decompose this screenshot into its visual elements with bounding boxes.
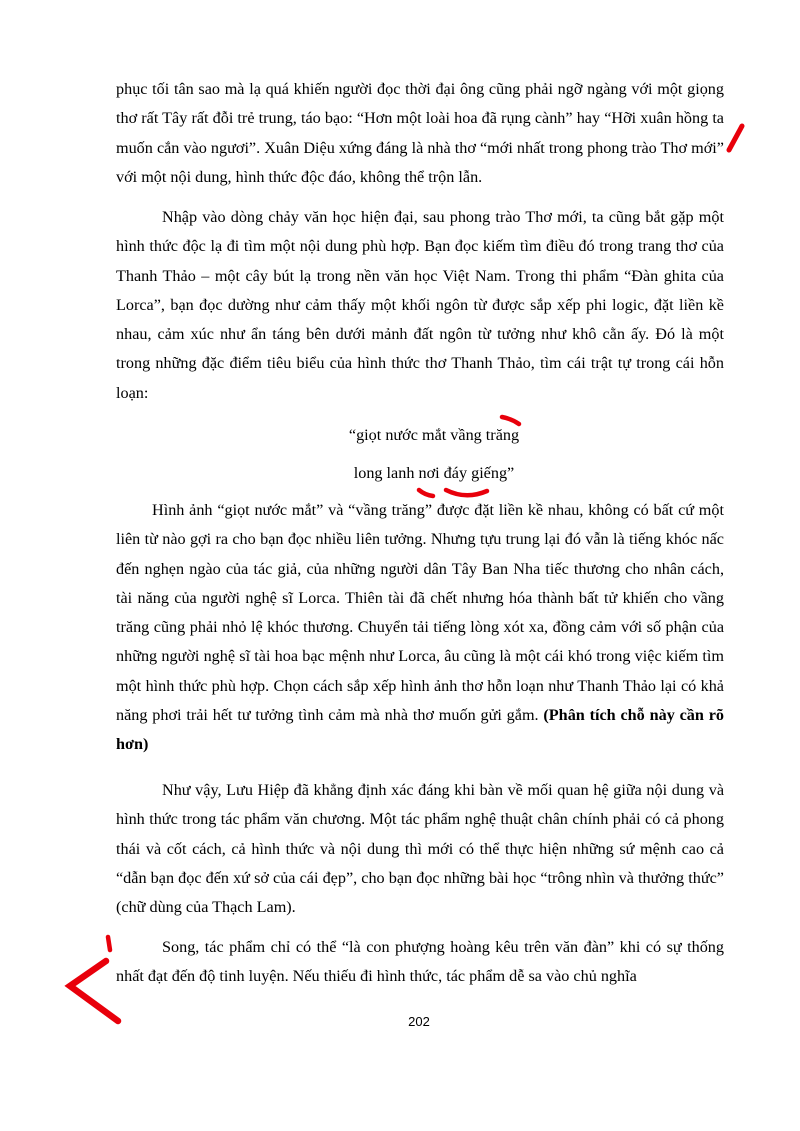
arc-correction-mark-right (446, 490, 487, 495)
reviewer-comment: (Phân tích chỗ này cần rõ hơn) (116, 706, 724, 754)
margin-tick-mark (108, 937, 110, 950)
paragraph-xuan-dieu: phục tối tân sao mà lạ quá khiến người đọc thời đại ông cũng phải ngỡ ngàng với một giọng thơ rất Tây rất đỗi trẻ trung, táo bạo: “Hơn một loài hoa đã rụng cành” hay “Hỡi xuân hồng ta muốn cắn vào ngươi”. Xuân Diệu xứng đáng là nhà thơ “mới nhất trong phong trào Thơ mới” với một nội dung, hình thức độc đáo, không thể trộn lẫn. (116, 80, 724, 186)
paragraph-phoenix: Song, tác phẩm chỉ có thể “là con phượng hoàng kêu trên văn đàn” khi có sự thống nhất đạt đến độ tinh luyện. Nếu thiếu đi hình thức, tác phẩm dễ sa vào chủ nghĩa (116, 938, 724, 986)
paragraph-luu-hiep: Như vậy, Lưu Hiệp đã khẳng định xác đáng khi bàn về mối quan hệ giữa nội dung và hình thức trong tác phẩm văn chương. Một tác phẩm nghệ thuật chân chính phải có cả phong thái và cốt cách, cả hình thức và nội dung thì mới có thể thực hiện những sứ mệnh cao cả “dẫn bạn đọc đến xứ sở của cái đẹp”, cho bạn đọc những bài học “trông nhìn và thưởng thức” (chữ dùng của Thạch Lam). (116, 781, 724, 917)
paragraph-image-analysis-text: Hình ảnh “giọt nước mắt” và “vầng trăng” được đặt liền kề nhau, không có bất cứ một liên từ nào gợi ra cho bạn đọc nhiều liên tưởng. Nhưng tựu trung lại đó vẫn là tiếng khóc nấc đến nghẹn ngào của tác giả, của những người dân Tây Ban Nha tiếc thương cho nhân cách, tài năng của người nghệ sĩ Lorca. Thiên tài đã chết nhưng hóa thành bất tử khiến cho vầng trăng cũng phải nhỏ lệ khóc thương. Chuyển tải tiếng lòng xót xa, đồng cảm với số phận của những người nghệ sĩ tài hoa bạc mệnh như Lorca, âu cũng là một cái khó trong việc kiếm tìm một hình thức phù hợp. Chọn cách sắp xếp hình ảnh thơ hỗn loạn như Thanh Thảo lại có khả năng phơi trải hết tư tưởng tình cảm mà nhà thơ muốn gửi gắm. (116, 501, 724, 725)
paragraph-image-analysis (116, 496, 724, 760)
poem-line-2: long lanh nơi đáy giếng” (353, 464, 515, 482)
paragraph-thanh-thao-intro: Nhập vào dòng chảy văn học hiện đại, sau phong trào Thơ mới, ta cũng bắt gặp một hình thức độc lạ đi tìm một nội dung phù hợp. Bạn đọc kiếm tìm điều đó trong trang thơ của Thanh Thảo – một cây bút lạ trong nền văn học Việt Nam. Trong thi phẩm “Đàn ghita của Lorca”, bạn đọc dường như cảm thấy một khối ngôn từ được sắp xếp phi logic, đặt liền kề nhau, cảm xúc như ẩn táng bên dưới mảnh đất ngôn từ tưởng như khô cằn ấy. Đó là một trong những đặc điểm tiêu biểu của hình thức thơ Thanh Thảo, tìm cái trật tự trong cái hỗn loạn: (116, 208, 724, 402)
margin-bracket-mark (70, 961, 118, 1021)
poem-line-1: “giọt nước mắt vầng trăng (348, 426, 520, 444)
page-number: 202 (408, 1014, 430, 1029)
slash-correction-mark (729, 126, 742, 150)
